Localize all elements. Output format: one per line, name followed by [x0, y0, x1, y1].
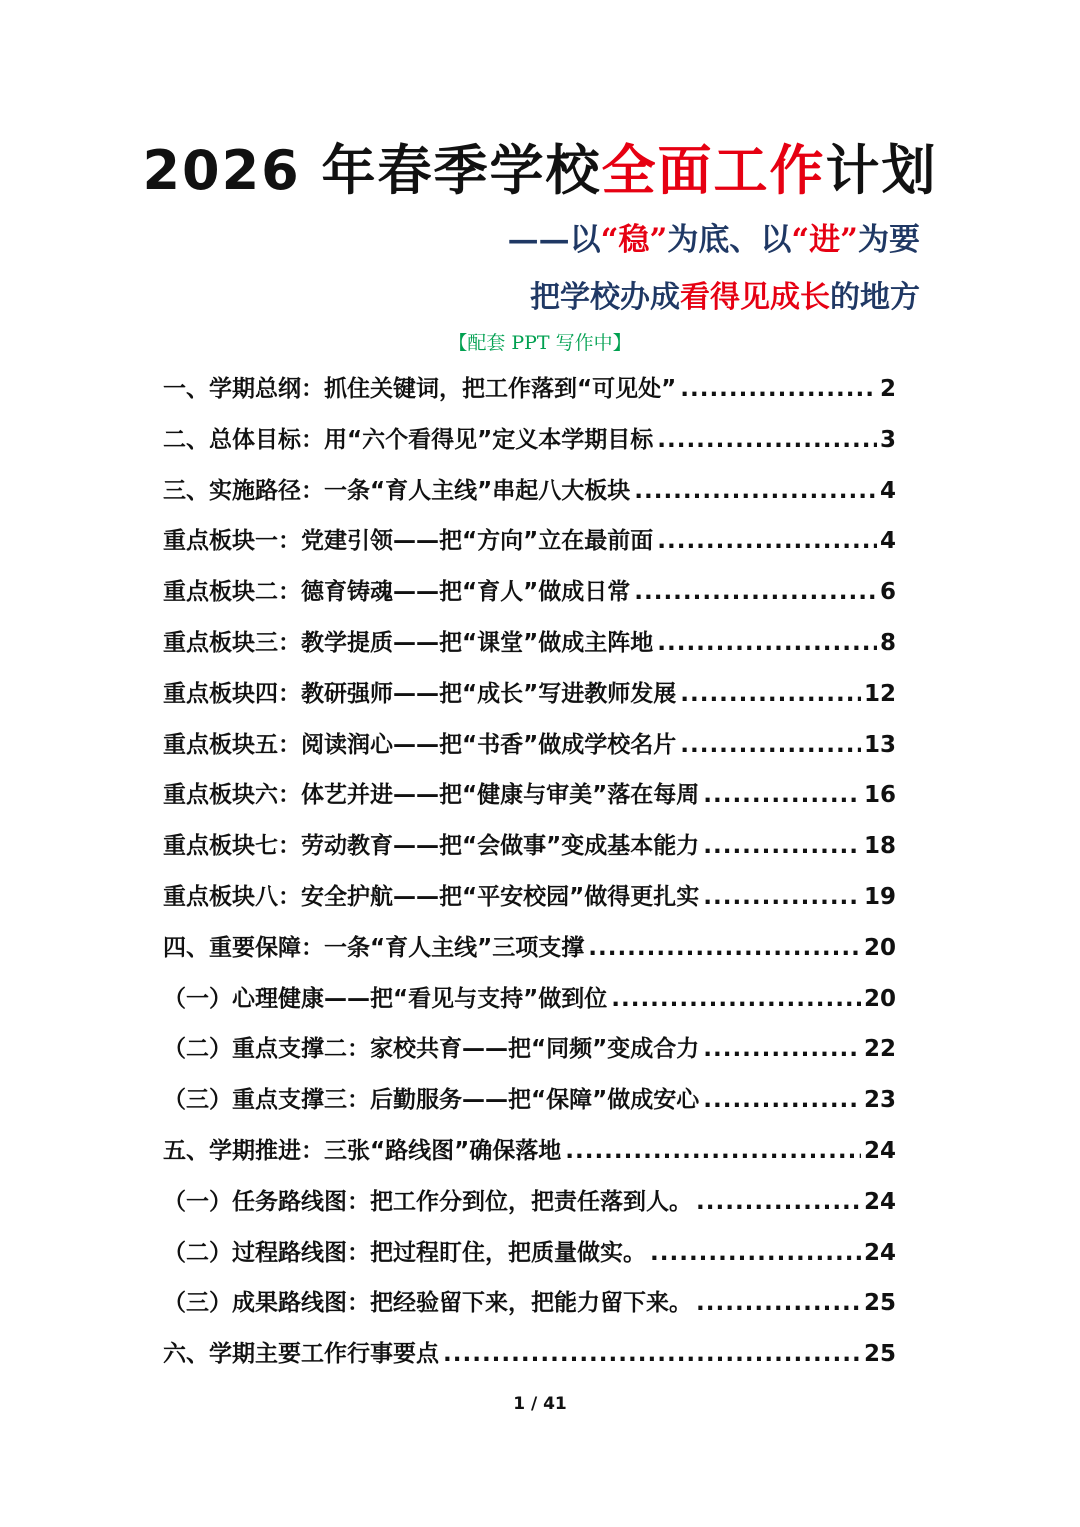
toc-entry[interactable]	[163, 1228, 896, 1279]
toc-page-number: 22	[863, 1036, 896, 1063]
toc-entry[interactable]	[163, 1278, 896, 1329]
toc-entry-text: 重点板块二：德育铸魂——把“育人”做成日常	[163, 579, 631, 606]
toc-entry[interactable]	[163, 364, 896, 415]
toc-page-number: 18	[863, 833, 896, 860]
toc-entry[interactable]	[163, 466, 896, 517]
toc-entry[interactable]	[163, 821, 896, 872]
page-number: 1 / 41	[513, 1394, 567, 1414]
toc-entry[interactable]	[163, 1177, 896, 1228]
toc-entry[interactable]	[163, 516, 896, 567]
toc-leader-dots	[657, 618, 877, 669]
toc-leader-dots	[696, 1177, 861, 1228]
toc-leader-dots	[588, 923, 861, 974]
toc-page-number: 25	[863, 1341, 896, 1368]
toc-page-number: 13	[863, 731, 896, 758]
document-title	[0, 136, 1080, 206]
toc-page-number: 8	[879, 629, 896, 656]
subtitle-2-highlight: 看得见成长	[680, 280, 830, 315]
toc-leader-dots	[680, 669, 861, 720]
toc-leader-dots	[703, 1075, 861, 1126]
toc-page-number: 19	[863, 883, 896, 910]
toc-entry-text: 重点板块五：阅读润心——把“书香”做成学校名片	[163, 731, 677, 758]
toc-entry-text: 三、实施路径：一条“育人主线”串起八大板块	[163, 477, 631, 504]
toc-entry-text: （二）过程路线图：把过程盯住，把质量做实。	[163, 1239, 646, 1266]
toc-page-number: 23	[863, 1087, 896, 1114]
toc-leader-dots	[696, 1278, 861, 1329]
toc-leader-dots	[703, 770, 861, 821]
title-part-2: 计划	[825, 139, 938, 202]
subtitle-2-pre: 把学校办成	[530, 280, 680, 315]
toc-leader-dots	[703, 1024, 861, 1075]
toc-entry[interactable]	[163, 1329, 896, 1380]
toc-entry-text: 一、学期总纲：抓住关键词，把工作落到“可见处”	[163, 376, 677, 402]
toc-entry-text: （三）成果路线图：把经验留下来，把能力留下来。	[163, 1290, 692, 1317]
toc-entry-text: 重点板块四：教研强师——把“成长”写进教师发展	[163, 680, 677, 707]
toc-page-number: 24	[863, 1188, 896, 1215]
title-highlight: 全面工作	[601, 139, 826, 202]
toc-entry-text: 二、总体目标：用“六个看得见”定义本学期目标	[163, 426, 654, 453]
toc-entry-text: 四、重要保障：一条“育人主线”三项支撑	[163, 934, 585, 961]
subtitle-line-1	[120, 218, 920, 262]
toc-entry[interactable]	[163, 415, 896, 466]
subtitle-1-pre: ——以	[507, 222, 601, 258]
subtitle-1-mid: 为底、以	[667, 222, 792, 258]
toc-leader-dots	[634, 466, 877, 517]
subtitle-1-post: 为要	[858, 222, 920, 258]
toc-entry-text: （二）重点支撑二：家校共育——把“同频”变成合力	[163, 1036, 700, 1063]
toc-entry-text: 重点板块六：体艺并进——把“健康与审美”落在每周	[163, 782, 700, 809]
toc-leader-dots	[680, 364, 877, 415]
toc-page-number: 24	[863, 1137, 896, 1164]
subtitle-line-2	[120, 276, 920, 320]
toc-entry-text: 重点板块八：安全护航——把“平安校园”做得更扎实	[163, 883, 700, 910]
toc-entry-text: （一）心理健康——把“看见与支持”做到位	[163, 985, 608, 1012]
toc-entry[interactable]	[163, 669, 896, 720]
toc-entry-text: 重点板块七：劳动教育——把“会做事”变成基本能力	[163, 833, 700, 860]
subtitle-1-word-1: “稳”	[600, 222, 668, 258]
toc-entry-text: 重点板块一：党建引领——把“方向”立在最前面	[163, 528, 654, 555]
ppt-note: 【配套 PPT 写作中】	[448, 332, 632, 354]
toc-leader-dots	[703, 872, 861, 923]
toc-leader-dots	[634, 567, 877, 618]
toc-page-number: 4	[879, 528, 896, 555]
toc-page-number: 25	[863, 1290, 896, 1317]
toc-entry-text: 五、学期推进：三张“路线图”确保落地	[163, 1137, 562, 1164]
toc-page-number: 24	[863, 1239, 896, 1266]
toc-page-number: 20	[863, 934, 896, 961]
toc-leader-dots	[443, 1329, 861, 1380]
toc-page-number: 4	[879, 477, 896, 504]
title-part-1: 2026 年春季学校	[142, 139, 602, 202]
toc-entry[interactable]	[163, 770, 896, 821]
toc-entry[interactable]	[163, 1126, 896, 1177]
toc-leader-dots	[611, 974, 861, 1025]
toc-leader-dots	[703, 821, 861, 872]
toc-entry-text: （三）重点支撑三：后勤服务——把“保障”做成安心	[163, 1087, 700, 1114]
toc-page-number: 12	[863, 680, 896, 707]
toc-entry[interactable]	[163, 567, 896, 618]
toc-entry[interactable]	[163, 720, 896, 771]
toc-leader-dots	[680, 720, 861, 771]
toc-entry[interactable]	[163, 1024, 896, 1075]
toc-entry[interactable]	[163, 923, 896, 974]
toc-leader-dots	[650, 1228, 861, 1279]
toc-entry[interactable]	[163, 1075, 896, 1126]
toc-page-number: 3	[879, 426, 896, 453]
subtitle-1-word-2: “进”	[791, 222, 858, 258]
toc-entry[interactable]	[163, 974, 896, 1025]
toc-entry[interactable]	[163, 872, 896, 923]
toc-page-number: 20	[863, 985, 896, 1012]
toc-leader-dots	[565, 1126, 861, 1177]
subtitle-2-post: 的地方	[830, 280, 920, 315]
toc-page-number: 16	[863, 782, 896, 809]
toc-entry-text: 六、学期主要工作行事要点	[163, 1341, 439, 1368]
toc-page-number: 2	[879, 376, 896, 402]
toc-page-number: 6	[879, 579, 896, 606]
table-of-contents	[163, 364, 896, 1380]
toc-entry-text: 重点板块三：教学提质——把“课堂”做成主阵地	[163, 629, 654, 656]
toc-entry-text: （一）任务路线图：把工作分到位，把责任落到人。	[163, 1188, 692, 1215]
toc-leader-dots	[657, 516, 877, 567]
toc-entry[interactable]	[163, 618, 896, 669]
toc-leader-dots	[657, 415, 877, 466]
